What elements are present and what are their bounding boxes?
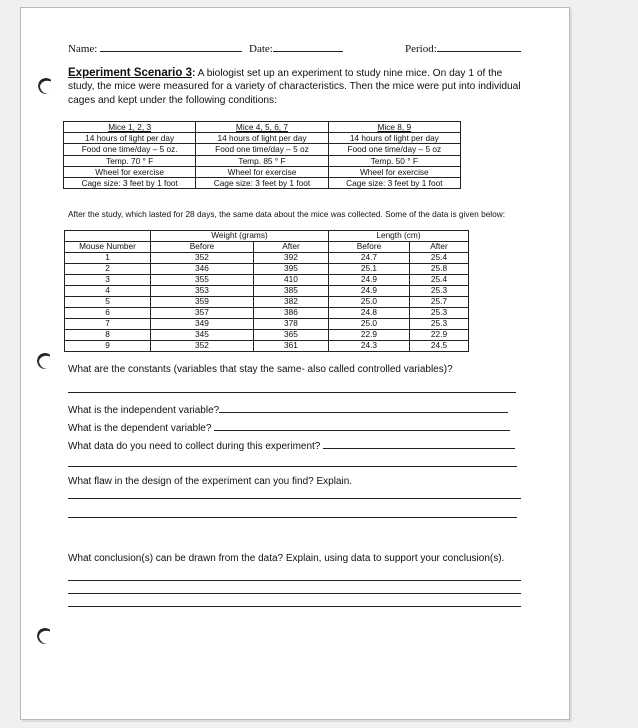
group-header: Mice 1, 2, 3 <box>64 122 196 133</box>
measurement-cell: 378 <box>253 319 328 330</box>
empty-header <box>65 231 151 242</box>
mouse-number-cell: 3 <box>65 275 151 286</box>
measurement-cell: 25.3 <box>409 319 468 330</box>
measurement-cell: 361 <box>253 341 328 352</box>
date-label: Date: <box>249 43 273 55</box>
measurement-cell: 352 <box>151 341 254 352</box>
table-cell: Food one time/day – 5 oz <box>196 144 328 155</box>
period-label: Period: <box>405 43 437 55</box>
table-cell: 14 hours of light per day <box>328 133 460 144</box>
table-cell: 14 hours of light per day <box>64 133 196 144</box>
measurement-cell: 355 <box>151 275 254 286</box>
measurement-cell: 346 <box>151 264 254 275</box>
table-cell: Wheel for exercise <box>64 166 196 177</box>
answer-line[interactable] <box>68 517 517 518</box>
answer-line[interactable] <box>68 580 521 581</box>
measurement-cell: 24.9 <box>328 275 409 286</box>
date-blank[interactable] <box>273 41 343 52</box>
table-row <box>64 144 461 155</box>
table-row <box>64 133 461 144</box>
measurement-cell: 392 <box>253 253 328 264</box>
table-row <box>65 275 469 286</box>
question-data-to-collect <box>68 438 515 452</box>
measurement-cell: 24.8 <box>328 308 409 319</box>
measurement-cell: 25.3 <box>409 308 468 319</box>
answer-line[interactable] <box>68 606 521 607</box>
table-row <box>65 297 469 308</box>
mouse-number-cell: 5 <box>65 297 151 308</box>
measurement-cell: 410 <box>253 275 328 286</box>
mouse-number-cell: 2 <box>65 264 151 275</box>
table-row <box>65 286 469 297</box>
name-label: Name: <box>68 43 98 55</box>
question-dependent-variable <box>68 420 510 434</box>
table-group-header-row <box>65 231 469 242</box>
measurement-cell: 25.4 <box>409 275 468 286</box>
measurement-cell: 24.9 <box>328 286 409 297</box>
measurement-cell: 382 <box>253 297 328 308</box>
mouse-data-table <box>64 230 469 352</box>
table-row <box>65 308 469 319</box>
answer-blank[interactable] <box>214 420 510 431</box>
name-field[interactable] <box>68 41 242 55</box>
table-row <box>65 319 469 330</box>
mouse-number-cell: 7 <box>65 319 151 330</box>
question-conclusions: What conclusion(s) can be drawn from the data? Explain, using data to support your conclusion(s). <box>68 553 505 564</box>
column-header: After <box>409 242 468 253</box>
table-row <box>65 253 469 264</box>
mouse-number-cell: 6 <box>65 308 151 319</box>
table-row <box>64 177 461 188</box>
table-row <box>65 264 469 275</box>
table-cell: Wheel for exercise <box>196 166 328 177</box>
table-cell: Cage size: 3 feet by 1 foot <box>196 177 328 188</box>
mouse-number-cell: 4 <box>65 286 151 297</box>
table-cell: 14 hours of light per day <box>196 133 328 144</box>
column-header: Mouse Number <box>65 242 151 253</box>
table-row <box>65 330 469 341</box>
length-header: Length (cm) <box>328 231 468 242</box>
after-study-text: After the study, which lasted for 28 days, the same data about the mice was collected. Some of the data is given below: <box>68 209 506 219</box>
scenario-title: Experiment Scenario 3 <box>68 67 192 79</box>
measurement-cell: 25.8 <box>409 264 468 275</box>
measurement-cell: 24.7 <box>328 253 409 264</box>
measurement-cell: 25.1 <box>328 264 409 275</box>
measurement-cell: 25.7 <box>409 297 468 308</box>
table-header-row <box>65 242 469 253</box>
answer-line[interactable] <box>68 498 521 499</box>
scenario-intro <box>68 67 528 107</box>
table-cell: Food one time/day – 5 oz <box>328 144 460 155</box>
question-text: What is the independent variable? <box>68 405 220 416</box>
table-row <box>64 166 461 177</box>
date-field[interactable] <box>249 41 343 55</box>
table-cell: Food one time/day – 5 oz. <box>64 144 196 155</box>
measurement-cell: 353 <box>151 286 254 297</box>
measurement-cell: 25.0 <box>328 297 409 308</box>
measurement-cell: 352 <box>151 253 254 264</box>
measurement-cell: 359 <box>151 297 254 308</box>
measurement-cell: 24.5 <box>409 341 468 352</box>
measurement-cell: 25.0 <box>328 319 409 330</box>
scenario-text: A biologist set up an experiment to study nine mice. On day 1 of the study, the mice were measured for a variety of characteristics. Then the mice were put into individual cages and kept under the following conditions: <box>68 68 521 106</box>
answer-blank[interactable] <box>219 402 508 413</box>
question-text: What is the dependent variable? <box>68 423 215 434</box>
period-field[interactable] <box>405 41 521 55</box>
measurement-cell: 395 <box>253 264 328 275</box>
column-header: After <box>253 242 328 253</box>
answer-line[interactable] <box>68 466 517 467</box>
measurement-cell: 357 <box>151 308 254 319</box>
column-header: Before <box>151 242 254 253</box>
table-header-row <box>64 122 461 133</box>
table-cell: Temp. 85 ° F <box>196 155 328 166</box>
conditions-table <box>63 121 461 189</box>
measurement-cell: 386 <box>253 308 328 319</box>
question-design-flaw: What flaw in the design of the experiment can you find? Explain. <box>68 476 353 487</box>
measurement-cell: 345 <box>151 330 254 341</box>
table-cell: Wheel for exercise <box>328 166 460 177</box>
question-text: What data do you need to collect during this experiment? <box>68 441 324 452</box>
question-independent-variable <box>68 402 508 416</box>
weight-header: Weight (grams) <box>151 231 329 242</box>
measurement-cell: 25.4 <box>409 253 468 264</box>
answer-line[interactable] <box>68 392 516 393</box>
measurement-cell: 24.3 <box>328 341 409 352</box>
measurement-cell: 385 <box>253 286 328 297</box>
group-header: Mice 8, 9 <box>328 122 460 133</box>
title-colon: : <box>192 68 196 79</box>
answer-line[interactable] <box>68 593 521 594</box>
measurement-cell: 22.9 <box>409 330 468 341</box>
question-constants: What are the constants (variables that stay the same- also called controlled variables)? <box>68 364 453 375</box>
table-row <box>64 155 461 166</box>
measurement-cell: 25.3 <box>409 286 468 297</box>
mouse-number-cell: 1 <box>65 253 151 264</box>
measurement-cell: 22.9 <box>328 330 409 341</box>
group-header: Mice 4, 5, 6, 7 <box>196 122 328 133</box>
column-header: Before <box>328 242 409 253</box>
measurement-cell: 365 <box>253 330 328 341</box>
table-cell: Temp. 70 ° F <box>64 155 196 166</box>
answer-blank[interactable] <box>323 438 515 449</box>
table-cell: Temp. 50 ° F <box>328 155 460 166</box>
mouse-number-cell: 8 <box>65 330 151 341</box>
period-blank[interactable] <box>437 41 521 52</box>
table-cell: Cage size: 3 feet by 1 foot <box>64 177 196 188</box>
name-blank[interactable] <box>100 41 242 52</box>
table-row <box>65 341 469 352</box>
table-cell: Cage size: 3 feet by 1 foot <box>328 177 460 188</box>
measurement-cell: 349 <box>151 319 254 330</box>
mouse-number-cell: 9 <box>65 341 151 352</box>
